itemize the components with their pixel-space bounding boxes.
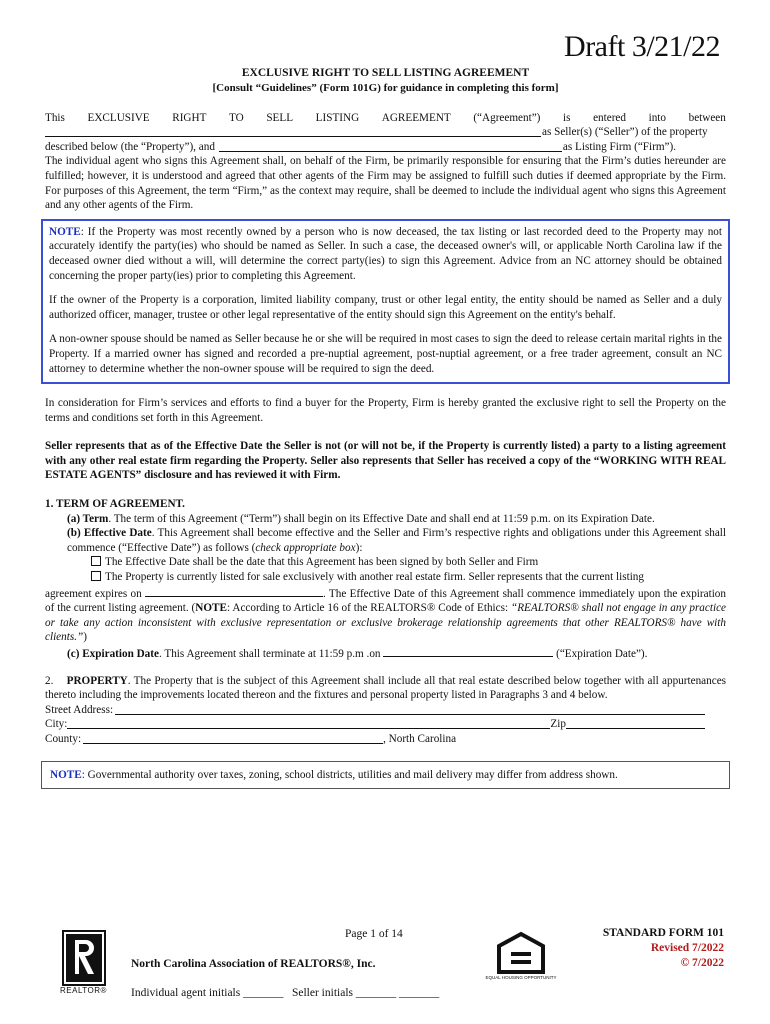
city-zip-line: [45, 717, 726, 732]
effective-date-text: . This Agreement shall become effective and the Seller and Firm’s respective rights and obligations under this Agreement shall commence (“Effective Date”) as follows (: [67, 527, 726, 554]
intro-word: (“Agreement”): [473, 111, 541, 124]
intro-word: AGREEMENT: [381, 111, 451, 124]
current-listing-expiration-field[interactable]: [145, 585, 323, 597]
zip-label: Zip: [550, 718, 566, 731]
intro-first-line: [45, 111, 726, 126]
equal-housing-opportunity-icon: [485, 932, 557, 984]
document-subtitle: [Consult “Guidelines” (Form 101G) for guidance in completing this form]: [212, 81, 559, 94]
option-2-close: ): [83, 631, 87, 644]
effective-option-2-continued: [45, 585, 726, 645]
option-2-checkbox[interactable]: [91, 571, 101, 581]
form-revised: Revised 7/2022: [650, 942, 724, 954]
section1-effective-date: [45, 526, 726, 555]
eho-caption: EQUAL HOUSING OPPORTUNITY: [485, 975, 557, 980]
firm-line-prefix: described below (the “Property”), and: [45, 140, 215, 153]
realtor-wordmark: REALTOR®: [60, 986, 107, 995]
effective-date-end: ):: [355, 541, 363, 554]
note-paragraph-1: : If the Property was most recently owned by a person who is now deceased, the tax listing or last recorded deed to the Property may not accurately identify the party(ies) who should be named as Seller. In such a case, the deceased owner's will, or applicable North Carolina law if the deceased owner died without a will, will determine the correct party(ies) to sign this Agreement. Advice from an NC attorney should be obtained concerning the proper party(ies) prior to completing this Agreement.: [49, 225, 722, 282]
consideration-paragraph: In consideration for Firm’s services and efforts to find a buyer for the Property, Firm is hereby granted the exclusive right to sell the Property on the terms and conditions set forth in this Agreement.: [45, 397, 726, 424]
city-field[interactable]: [67, 717, 550, 729]
city-label: City:: [45, 718, 68, 731]
note-paragraph-2: If the owner of the Property is a corporation, limited liability company, trust or other legal entity, the entity should be named as Seller and a duly authorized officer, manager, trustee or other legal representative of the entity should sign this Agreement on the entity's behalf.: [49, 294, 722, 321]
intro-body: The individual agent who signs this Agreement shall, on behalf of the Firm, be primarily responsible for ensuring that the Firm’s duties hereunder are fulfilled; however, it is understood and agreed that other agents of the Firm may be assigned to fulfill such duties if deemed appropriate by the Firm. For purposes of this Agreement, the term “Firm,” as the context may require, shall be deemed to include the individual agent who signs this Agreement and any other agents of the Firm.: [45, 155, 726, 212]
zip-field[interactable]: [566, 717, 705, 729]
option-1-text: The Effective Date shall be the date that this Agreement has been signed by both Seller and Firm: [105, 556, 539, 569]
intro-word: RIGHT: [172, 111, 207, 124]
section2-text: . The Property that is the subject of this Agreement shall include all that real estate described below together with all appurtenances thereto including the improvements located thereon and the fixtures and personal property listed in Paragraphs 3 and 4 below.: [45, 674, 727, 702]
option-2-note-text: : According to Article 16 of the REALTORS® Code of Ethics:: [226, 602, 511, 615]
realtor-logo-icon: [62, 930, 106, 986]
draft-label: Draft 3/21/22: [564, 30, 720, 63]
section1-term: [45, 512, 726, 527]
section2-property: [45, 674, 726, 703]
note-paragraph-3: A non-owner spouse should be named as Seller because he or she will be required in most cases to sign the deed to release certain marital rights in the Property. If a married owner has signed and recorded a pre-nuptial agreement, post-nuptial agreement, or a free trader agreement, consult an NC attorney to determine whether the non-owner spouse will be required to sign the deed.: [49, 333, 722, 375]
initials-line: [131, 986, 439, 1001]
expiration-date-label: (c) Expiration Date: [67, 648, 159, 660]
intro-word: This: [45, 111, 65, 124]
expiration-date-end: (“Expiration Date”).: [556, 648, 648, 660]
county-label: County:: [45, 732, 82, 745]
section2-number: 2.: [45, 674, 54, 687]
intro-word: TO: [229, 111, 244, 124]
listing-firm-field[interactable]: [219, 140, 562, 152]
county-field[interactable]: [83, 732, 383, 744]
street-address-line: [45, 703, 726, 718]
deceased-owner-note-box: [41, 219, 730, 384]
intro-word: SELL: [266, 111, 294, 124]
firm-line: [45, 140, 726, 155]
section1-expiration-date: [45, 645, 726, 662]
association-name: North Carolina Association of REALTORS®, Inc.: [131, 958, 376, 970]
firm-line-suffix: as Listing Firm (“Firm”).: [562, 140, 677, 153]
seller-suffix: as Seller(s) (“Seller”) of the property: [542, 126, 708, 139]
form-number: STANDARD FORM 101: [602, 927, 724, 939]
section2-heading: PROPERTY: [66, 674, 128, 687]
seller-line: [45, 125, 726, 140]
intro-word: entered: [593, 111, 626, 124]
address-note-box: [41, 761, 730, 790]
document-title: EXCLUSIVE RIGHT TO SELL LISTING AGREEMENT: [241, 67, 530, 79]
intro-word: LISTING: [315, 111, 360, 124]
seller-initials[interactable]: Seller initials _______ _______: [291, 987, 440, 999]
section1-heading: 1. TERM OF AGREEMENT.: [45, 498, 185, 511]
term-label: (a) Term: [67, 512, 109, 525]
street-address-field[interactable]: [115, 703, 705, 715]
county-suffix: , North Carolina: [383, 732, 457, 745]
street-address-label: Street Address:: [45, 703, 114, 716]
seller-name-field[interactable]: [45, 125, 541, 137]
intro-word: into: [648, 111, 666, 124]
form-info: [603, 926, 724, 971]
address-note-label: NOTE: [50, 768, 82, 781]
option-2-note-label: NOTE: [195, 602, 227, 615]
page-footer: [0, 920, 770, 1024]
effective-option-1: [45, 555, 726, 570]
option-2-continued-text: . The Effective Date of this Agreement shall commence immediately upon the expiration of the current listing agreement. (: [45, 587, 726, 615]
page-number: Page 1 of 14: [345, 928, 403, 940]
option-2-text: The Property is currently listed for sale exclusively with another real estate firm. Seller represents that the current listing: [105, 571, 644, 584]
effective-date-instruction: check appropriate box: [255, 541, 356, 554]
term-text: . The term of this Agreement (“Term”) shall begin on its Effective Date and shall end at 11:59 p.m. on its Expiration Date.: [108, 512, 655, 525]
address-note-text: : Governmental authority over taxes, zoning, school districts, utilities and mail delivery may differ from address shown.: [81, 768, 618, 781]
expires-on-label: agreement expires on: [45, 587, 142, 600]
county-line: [45, 732, 726, 747]
intro-word: EXCLUSIVE: [87, 111, 150, 124]
option-1-checkbox[interactable]: [91, 556, 101, 566]
document-page: [45, 66, 726, 789]
agent-initials[interactable]: Individual agent initials _______: [131, 987, 284, 999]
expiration-date-field[interactable]: [383, 645, 553, 657]
effective-option-2: [45, 570, 726, 585]
expiration-date-text: . This Agreement shall terminate at 11:59 p.m .on: [158, 648, 381, 660]
seller-represents-paragraph: Seller represents that as of the Effective Date the Seller is not (or will not be, if the Property is currently listed) a party to a listing agreement with any other real estate firm regarding the Property. Seller also represents that Seller has received a copy of the “WORKING WITH REAL ESTATE AGENTS” disclosure and has reviewed it with Firm.: [45, 440, 726, 482]
intro-word: between: [688, 111, 726, 124]
note-label: NOTE: [49, 225, 81, 238]
form-copyright: © 7/2022: [680, 957, 724, 969]
intro-word: is: [563, 111, 571, 124]
effective-date-label: (b) Effective Date: [67, 527, 152, 540]
code-of-ethics-quote: “REALTORS® shall not engage in any practice or take any action inconsistent with exclusive representation or exclusive brokerage relationship agreements that other REALTORS® have with clients.”: [45, 602, 726, 644]
